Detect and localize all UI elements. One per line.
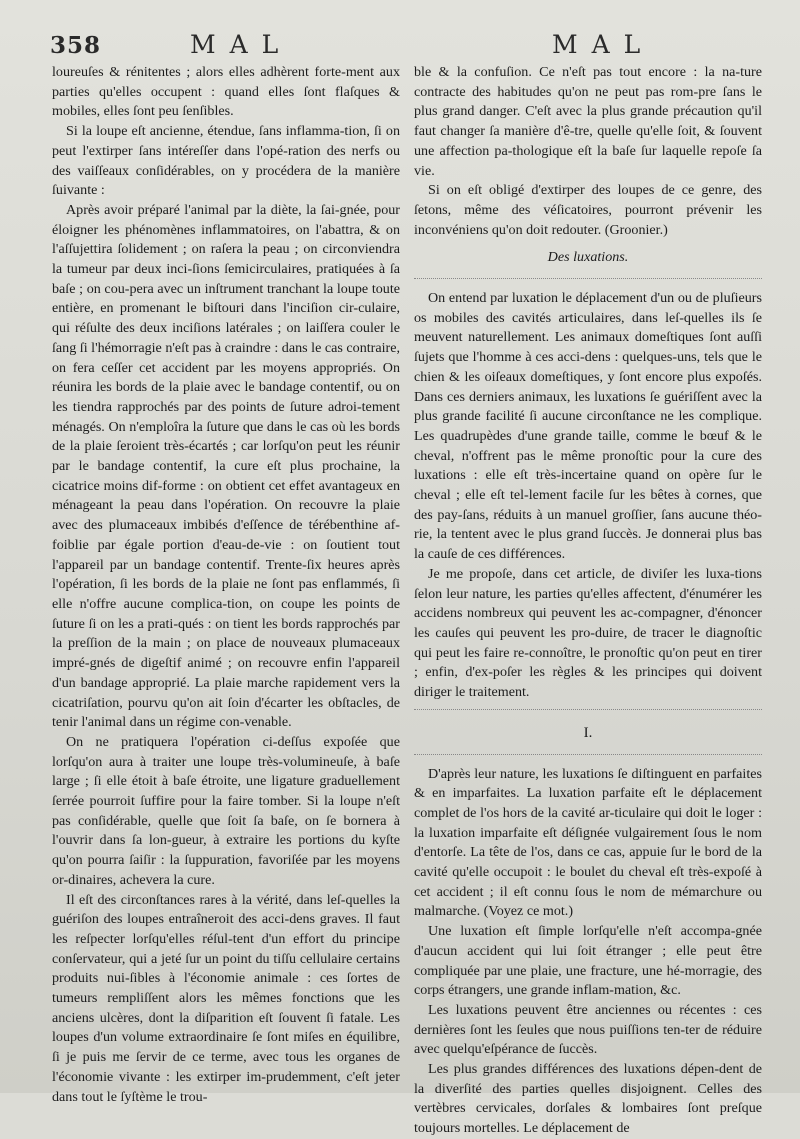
subsection-number: I. bbox=[583, 724, 593, 741]
paragraph: Il eſt des circonſtances rares à la vérité, dans leſ-quelles la guériſon des loupes entraîneroit des acci-dens graves. Il faut les reſpecter lorſqu'elles réſul-tent d'un effort du principe conſervateur, qui a jeté ſur un point du tiſſu cellulaire certains produits nui-ſibles à l'économie animale : ces ſortes de tumeurs rempliſſent alors les mêmes fonctions que les anciens ulcères, dont la diſparition eſt ſouvent ſi fatale. Les loupes d'un volume extraordinaire ſe ſont miſes en équilibre, ſi je puis me ſervir de ce terme, avec tous les organes de l'économie vivante : les extirper im-prudemment, c'eſt jeter dans tout le ſyſtème le trou- bbox=[52, 891, 400, 1105]
paragraph: Les luxations peuvent être anciennes ou récentes : ces dernières ſont les ſeules que nous puiſſions ten-ter de réduire avec quelqu'eſpérance de ſuccès. bbox=[414, 1001, 762, 1058]
left-column bbox=[52, 63, 400, 1105]
paragraph: Après avoir préparé l'animal par la diète, la ſai-gnée, pour éloigner les phénomènes inflammatoires, on l'abattra, & on l'aſſujettira ſolidement ; on raſera la peau ; on circonviendra la tumeur par deux inci-ſions ſemicirculaires, pratiquées à ſa baſe ; on cou-pera avec un inſtrument tranchant la loupe toute entière, en promenant le biſtouri dans l'inciſion cir-culaire, qui réſulte des deux inciſions latérales ; on laiſſera couler le ſang ſi l'hémorragie n'eſt pas à craindre : dans le cas contraire, on fera ceſſer cet accident par les moyens appropriés. On réunira les bords de la plaie avec le bandage contentif, ou on les tiendra rapprochés par des points de ſuture adroi-tement ménagés. On n'emploîra la ſuture que dans le cas où les bords de la plaie ſeroient très-écartés ; car lorſqu'on peut les réunir par le bandage contentif, la cure eſt plus prochaine, la cicatrice moins dif-forme : on obtient cet effet avantageux en ménageant la peau dans l'opération. On recouvre la plaie avec des plumaceaux imbibés d'eſſence de térébenthine af-foiblie par égale portion d'eau-de-vie : on ſoutient tout l'appareil par un bandage contentif. Trente-ſix heures après l'opération, ſi les bords de la plaie ne ſont pas enflammés, ſi elle n'offre aucune complica-tion, on coupe les points de ſuture ſi on les a prati-qués : on tient les bords rapprochés par la preſſion de la main ; on place de nouveaux plumaceaux impré-gnés de digeſtif animé ; on recouvre enfin l'appareil d'un bandage approprié. La plaie marche rapidement vers la cicatriſation, pourvu qu'on ait ſoin d'écarter les obſtacles, de tenir l'animal dans un régime con-venable. bbox=[52, 201, 400, 731]
paragraph: Une luxation eſt ſimple lorſqu'elle n'eſt accompa-gnée d'aucun accident qui lui ſoit étranger ; elle peut être compliquée par une plaie, une fracture, une hé-morragie, des corps étrangers, une grande inflam-mation, &c. bbox=[414, 923, 762, 999]
paragraph: ble & la confuſion. Ce n'eſt pas tout encore : la na-ture contracte des habitudes qu'on ne peut pas rom-pre ſans le plus grand danger. C'eſt avec la plus grande précaution qu'il faut changer ſa manière d'ê-tre, quelle qu'elle ſoit, & ſouvent une affection pa-thologique eſt la baſe ſur laquelle repoſe ſa vie. bbox=[414, 64, 762, 179]
subsection-divider bbox=[414, 709, 762, 710]
running-head-right: MAL bbox=[552, 30, 655, 59]
paragraph: Si la loupe eſt ancienne, étendue, ſans inflamma-tion, ſi on peut l'extirper ſans intéreſſer dans l'opé-ration des nerfs ou des vaiſſeaux conſidérables, on y procédera de la manière ſuivante : bbox=[52, 123, 400, 199]
paragraph: On entend par luxation le déplacement d'un ou de pluſieurs os mobiles des cavités articulaires, dans leſ-quelles ils ſe meuvent naturellement. Les animaux domeſtiques ſont auſſi ſujets que l'homme à ces acci-dens : quelques-uns, tels que le chien & les oiſeaux domeſtiques, y ſont encore plus expoſés. Dans ces derniers animaux, les luxations ſe guériſſent avec la plus grande facilité ſi aucune circonſtance ne les complique. Les quadrupèdes d'une grande taille, comme le bœuf & le cheval, n'offrent pas le même pronoſtic pour la cure des luxations : elle eſt très-incertaine quand on opère ſur le cheval ; elle eſt tel-lement facile ſur les bêtes à cornes, que des pay-ſans, réduits à un manuel groſſier, ſans aucune théo-rie, la tentent avec le plus grand ſuccès. Je donnerai plus bas la cauſe de ces différences. bbox=[414, 290, 762, 563]
paragraph: loureuſes & rénitentes ; alors elles adhèrent forte-ment aux parties qu'elles occupent : quand elles ſont flaſques & mobiles, elles ſont peu ſenſibles. bbox=[52, 64, 400, 120]
paragraph: Je me propoſe, dans cet article, de diviſer les luxa-tions ſelon leur nature, les parties qu'elles affectent, d'énumérer les accidens nombreux qui peuvent les ac-compagner, d'énoncer les cauſes qui peuvent les pro-duire, de tracer le diagnoſtic qui peut les faire re-connoître, le pronoſtic qu'on peut en tirer ; enfin, d'ex-poſer les règles & les principes qui doivent diriger le traitement. bbox=[414, 565, 762, 701]
right-column bbox=[414, 63, 762, 1137]
section-title: Des luxations. bbox=[547, 249, 629, 266]
paragraph: Les plus grandes différences des luxations dépen-dent de la diverſité des parties quelles disjoignent. Celles des vertèbres cervicales, dorſales & lombaires ſont preſque toujours mortelles. Le déplacement de bbox=[414, 1061, 762, 1137]
section-divider bbox=[414, 278, 762, 279]
running-head-left: MAL bbox=[190, 30, 293, 59]
page-number: 358 bbox=[50, 32, 102, 59]
subsection-divider bbox=[414, 754, 762, 755]
paragraph: On ne pratiquera l'opération ci-deſſus expoſée que lorſqu'on aura à traiter une loupe très-volumineuſe, à baſe large ; ſi elle étoit à baſe étroite, une ligature graduellement ſerrée pourroit ſuffire pour la faire tomber. Si la loupe n'eſt pas conſidérable, quelle que ſoit ſa baſe, on ſe bornera à l'ouvrir dans ſa lon-gueur, à extraire les portions du kyſte qu'on pourra ſaiſir : la ſuppuration, favoriſée par les moyens or-dinaires, achevera la cure. bbox=[52, 733, 400, 888]
paragraph: Si on eſt obligé d'extirper des loupes de ce genre, des ſetons, même des véſicatoires, pourront prévenir les inconvéniens qu'on doit redouter. (Groonier.) bbox=[414, 182, 762, 238]
paragraph: D'après leur nature, les luxations ſe diſtinguent en parfaites & en imparfaites. La luxation parfaite eſt le déplacement complet de l'os hors de la cavité ar-ticulaire qui doit le loger : la luxation imparfaite eſt déſignée vulgairement ſous le nom d'entorſe. La tête de l'os, dans ce cas, appuie ſur le bord de la cavité qu'elle occupoit : le boulet du cheval eſt très-expoſé à cet accident ; il eſt connu ſous le nom de mémarchure ou malmarche. (Voyez ce mot.) bbox=[414, 765, 762, 920]
